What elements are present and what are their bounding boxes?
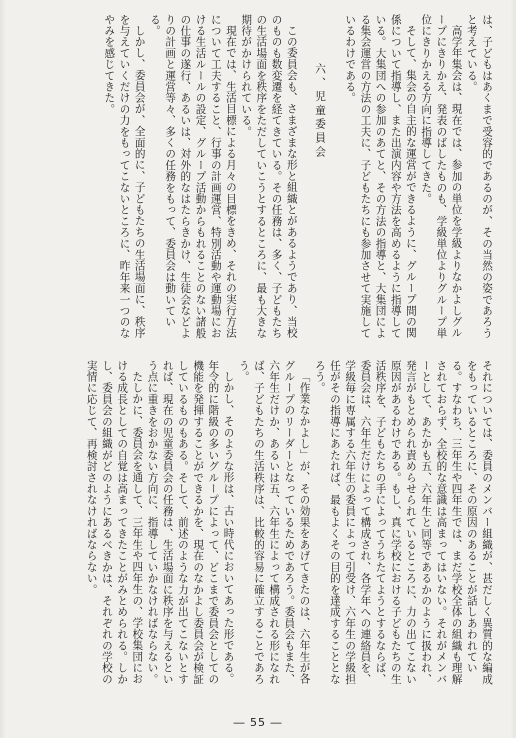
upper-text-column [14,14,494,342]
lower-text-column [14,360,494,690]
paragraph: それについては、委員のメンバー組織が、甚だしく異質的な編成をもっているところに、その原因のあることが話しあわれている。すなわち、三年生や四年生では、まだ学校全体の組織も理解されておらず、全校的な意識は高まってはいない。それがメンバーとして、あたかも五、六年生と同等であるかのように扱われ、発言がもとめられ責めらせられているところに、力の出てこない原因があるわけである。もし、真に学校における子どもたちの生活秩序を、子どもたちの手によってうちたてようとするならば、委員会は、六年生だけによって構成され、各学年への連絡員を、学級毎に専属する六年生の委員によって引受け、六年生の学級担任がその指導にあたれば、最もよくその目的を達成することとなろう。 [313,360,493,685]
paragraph: は、子どもはあくまで受容的であるのが、その当然の姿であろうと考えている。 [465,14,493,339]
paragraph: そして、集会の自主的な運営ができるように、グループ間の関係について指導し、また出演内容や方法を高めるように指導している。大集団への参加のあてと、その方法の指導と、大集団による集会運営の方法の工夫に、子どもたちにも参加させて実施しているわけである。 [344,14,417,339]
paragraph: 高学年集会は、現在では、参加の単位を学級よりなかよしグループにきりかえ、発表のばしたものも、学級単位よりグループ単位にきりかえる方向に指導してきた。 [420,14,463,339]
paragraph: しかし、そのような形は、古い時代においてあった形である。年令的に階級の多いグループによって、どこまで委員会としての機能を発揮することができるかを、現在のなかよし委員会が検証しているものもある。そして、前述のような力が出てこないとすれば、現在の児童委員会の任務は、生活場面に秩序を与えるという点に重きをおかない方向に、指導していかなければならない。 [146,360,235,685]
paragraph: 現在では、生活目標による月々の目標をきめ、それの実行方法について工夫すること、行事の計画運営、特別活動や運動場における生活ルールの設定、グループ活動からもれることのない諸般の仕事の遂行、あるいは、対外的なはたらきかけ、生徒会などよりの計画と運営等々、多くの任務をもって、委員会は動いている。 [148,14,237,339]
paragraph: たしかに、委員会を通して、三年生や四年生の、学校集団における成長としての自覚は高まってきたことがみとめられる。しかし、委員会の組織がどのようにあるべきかは、それぞれの学校の実情に応じて、再検討されなければならない。 [85,360,144,685]
paragraph: この委員会も、さまざまな形と組織とがあるようであり、当校のものも数変遷を経てきている。その任務は、多く、子どもたちの生活場面を秩序をただしていこうとするところに、最も大きな期待がかけられている。 [240,14,298,339]
paragraph: しかし、委員会が、全面的に、子どもたちの生活場面に、秩序を与えていくだけの力をもってこないところに、昨年来一つのなやみを感じてきた。 [103,14,146,339]
page-number: ― 55 ― [233,716,283,729]
section-heading: 六、児童委員会 [313,62,327,160]
paragraph: 「作業なかよし」が、その効果をあげてきたのは、六年生が各グループのリーダーとなっているためであろう。委員会もまた、六年生だけか、あるいは五、六年生によって構成される形になれば、子どもたちの生活秩序は、比較的容易に確立することであろう。 [237,360,311,685]
